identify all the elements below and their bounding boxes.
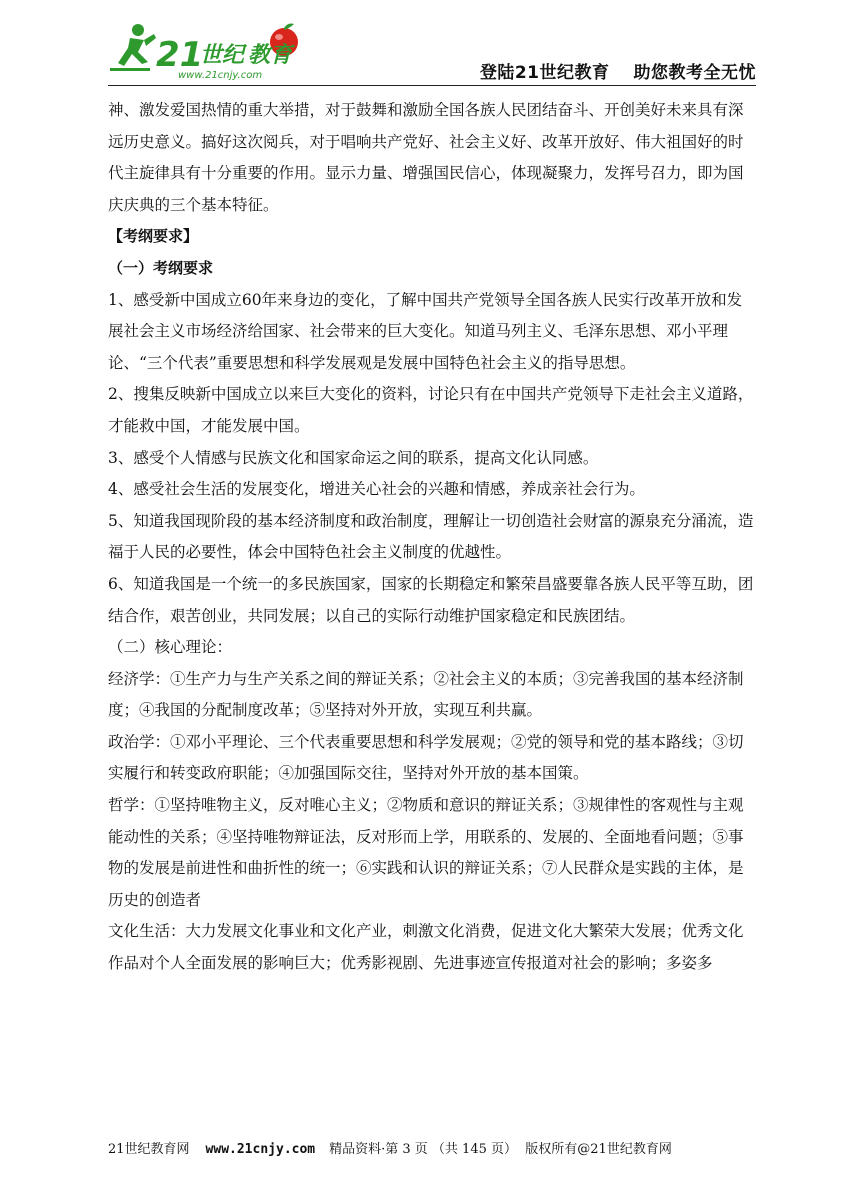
document-body [108, 95, 756, 980]
paragraph: 经济学：①生产力与生产关系之间的辩证关系；②社会主义的本质；③完善我国的基本经济制度；④我国的分配制度改革；⑤坚持对外开放，实现互利共赢。 [108, 669, 744, 720]
paragraph: 3、感受个人情感与民族文化和国家命运之间的联系，提高文化认同感。 [108, 448, 599, 467]
paragraph: （二）核心理论： [108, 638, 233, 657]
footer-left: 21世纪教育网 [108, 1142, 190, 1157]
paragraph: 5、知道我国现阶段的基本经济制度和政治制度，理解让一切创造社会财富的源泉充分涌流，造福于人民的必要性，体会中国特色社会主义制度的优越性。 [108, 511, 754, 562]
site-logo [108, 18, 308, 84]
header-divider [108, 85, 756, 86]
footer-copyright: 版权所有@21世纪教育网 [525, 1142, 672, 1157]
page-header [108, 18, 756, 86]
paragraph: 政治学：①邓小平理论、三个代表重要思想和科学发展观；②党的领导和党的基本路线；③切实履行和转变政府职能；④加强国际交往，坚持对外开放的基本国策。 [108, 732, 744, 783]
footer-page-info: 精品资料·第 3 页 （共 145 页） [329, 1142, 518, 1157]
footer-site-link[interactable]: www.21cnjy.com [205, 1142, 316, 1157]
paragraph: 1、感受新中国成立60年来身边的变化，了解中国共产党领导全国各族人民实行改革开放和发展社会主义市场经济给国家、社会带来的巨大变化。知道马列主义、毛泽东思想、邓小平理论、“三个代表”重要思想和科学发展观是发展中国特色社会主义的指导思想。 [108, 290, 743, 372]
paragraph: 文化生活：大力发展文化事业和文化产业，刺激文化消费，促进文化大繁荣大发展；优秀文化作品对个人全面发展的影响巨大；优秀影视剧、先进事迹宣传报道对社会的影响；多姿多 [108, 922, 744, 973]
paragraph: 4、感受社会生活的发展变化，增进关心社会的兴趣和情感，养成亲社会行为。 [108, 480, 645, 499]
svg-text:21: 21 [156, 35, 204, 75]
runner-icon [110, 24, 156, 71]
paragraph: 2、搜集反映新中国成立以来巨大变化的资料，讨论只有在中国共产党领导下走社会主义道路，才能救中国，才能发展中国。 [108, 385, 754, 435]
tagline-left: 登陆21世纪教育 [479, 63, 610, 83]
page-footer [108, 1138, 756, 1157]
logo-url-text: www.21cnjy.com [178, 70, 263, 81]
svg-text:教育: 教育 [248, 43, 293, 68]
paragraph: 哲学：①坚持唯物主义，反对唯心主义；②物质和意识的辩证关系；③规律性的客观性与主观能动性的关系；④坚持唯物辩证法，反对形而上学，用联系的、发展的、全面地看问题；⑤事物的发展是前进性和曲折性的统一；⑥实践和认识的辩证关系；⑦人民群众是实践的主体，是历史的创造者 [108, 796, 744, 909]
section-heading: （一）考纲要求 [108, 258, 214, 277]
paragraph: 6、知道我国是一个统一的多民族国家，国家的长期稳定和繁荣昌盛要靠各族人民平等互助，团结合作，艰苦创业，共同发展；以自己的实际行动维护国家稳定和民族团结。 [108, 574, 754, 625]
svg-text:世纪: 世纪 [200, 43, 245, 68]
paragraph: 神、激发爱国热情的重大举措，对于鼓舞和激励全国各族人民团结奋斗、开创美好未来具有深远历史意义。搞好这次阅兵，对于唱响共产党好、社会主义好、改革开放好、伟大祖国好的时代主旋律具有十分重要的作用。显示力量、增强国民信心，体现凝聚力，发挥号召力，即为国庆庆典的三个基本特征。 [108, 101, 744, 214]
header-tagline [480, 58, 756, 83]
section-heading: 【考纲要求】 [108, 227, 199, 246]
tagline-right: 助您教考全无忧 [633, 63, 756, 83]
